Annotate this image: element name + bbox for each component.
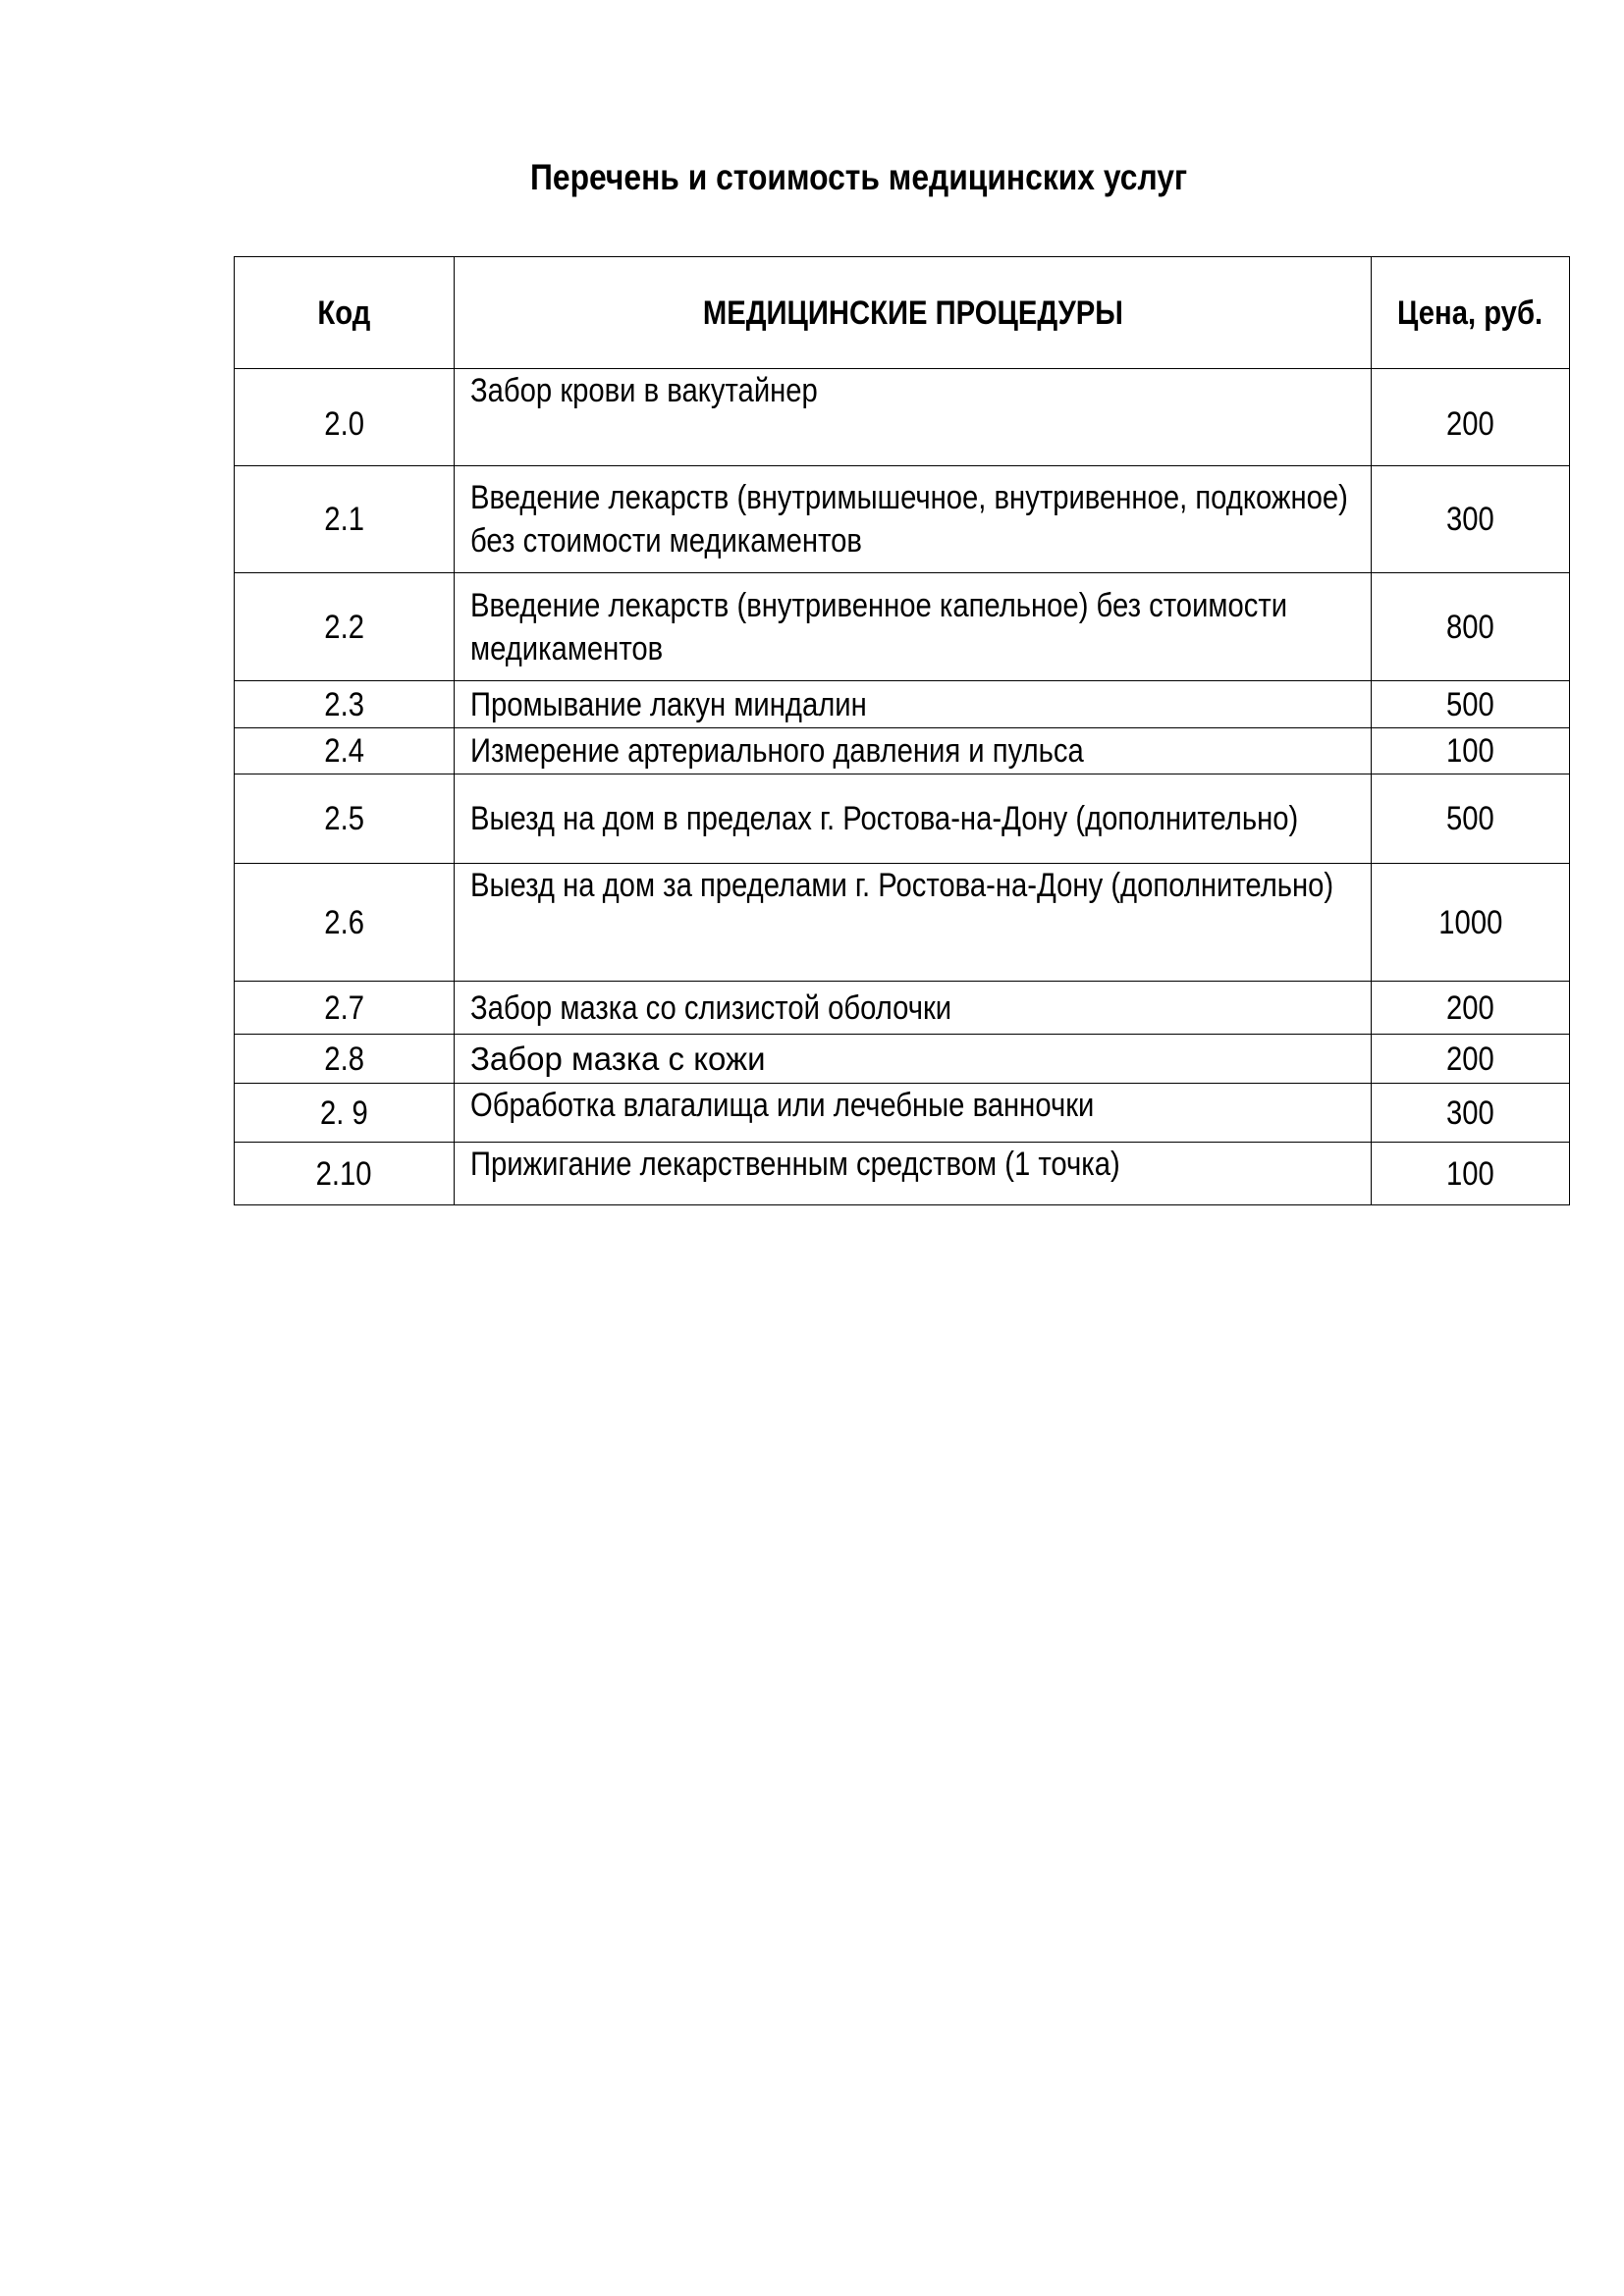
row-procedure: Выезд на дом за пределами г. Ростова-на-Дону (дополнительно)	[455, 864, 1372, 982]
row-price: 1000	[1372, 864, 1570, 982]
header-price: Цена, руб.	[1372, 257, 1570, 369]
row-procedure: Введение лекарств (внутримышечное, внутривенное, подкожное) без стоимости медикаментов	[455, 466, 1372, 573]
row-code: 2.0	[235, 369, 455, 466]
row-procedure: Промывание лакун миндалин	[455, 681, 1372, 728]
table-row	[235, 573, 1570, 681]
table-header-row	[235, 257, 1570, 369]
row-price: 300	[1372, 466, 1570, 573]
row-code: 2.1	[235, 466, 455, 573]
row-procedure: Измерение артериального давления и пульса	[455, 728, 1372, 774]
row-price: 300	[1372, 1084, 1570, 1143]
price-table	[234, 256, 1570, 1205]
row-price: 500	[1372, 681, 1570, 728]
row-code: 2.8	[235, 1035, 455, 1084]
row-price: 200	[1372, 1035, 1570, 1084]
table-row	[235, 728, 1570, 774]
row-code: 2.4	[235, 728, 455, 774]
row-procedure: Прижигание лекарственным средством (1 точка)	[455, 1143, 1372, 1205]
header-procedures: МЕДИЦИНСКИЕ ПРОЦЕДУРЫ	[455, 257, 1372, 369]
table-row	[235, 681, 1570, 728]
row-code: 2.3	[235, 681, 455, 728]
row-price: 500	[1372, 774, 1570, 864]
row-procedure: Введение лекарств (внутривенное капельное) без стоимости медикаментов	[455, 573, 1372, 681]
row-code: 2.2	[235, 573, 455, 681]
row-procedure: Обработка влагалища или лечебные ванночки	[455, 1084, 1372, 1143]
row-code: 2.6	[235, 864, 455, 982]
table-row	[235, 982, 1570, 1035]
table-row	[235, 774, 1570, 864]
table-row	[235, 1035, 1570, 1084]
row-procedure: Выезд на дом в пределах г. Ростова-на-Дону (дополнительно)	[455, 774, 1372, 864]
row-code: 2. 9	[235, 1084, 455, 1143]
table-row	[235, 1084, 1570, 1143]
row-price: 100	[1372, 728, 1570, 774]
row-price: 100	[1372, 1143, 1570, 1205]
row-code: 2.10	[235, 1143, 455, 1205]
page-title: Перечень и стоимость медицинских услуг	[530, 157, 1188, 197]
row-code: 2.7	[235, 982, 455, 1035]
header-code: Код	[235, 257, 455, 369]
row-price: 800	[1372, 573, 1570, 681]
row-code: 2.5	[235, 774, 455, 864]
table-row	[235, 1143, 1570, 1205]
row-procedure: Забор крови в вакутайнер	[455, 369, 1372, 466]
row-procedure: Забор мазка с кожи	[455, 1035, 1372, 1084]
table-row	[235, 864, 1570, 982]
table-row	[235, 466, 1570, 573]
row-procedure: Забор мазка со слизистой оболочки	[455, 982, 1372, 1035]
row-price: 200	[1372, 369, 1570, 466]
row-price: 200	[1372, 982, 1570, 1035]
table-row	[235, 369, 1570, 466]
